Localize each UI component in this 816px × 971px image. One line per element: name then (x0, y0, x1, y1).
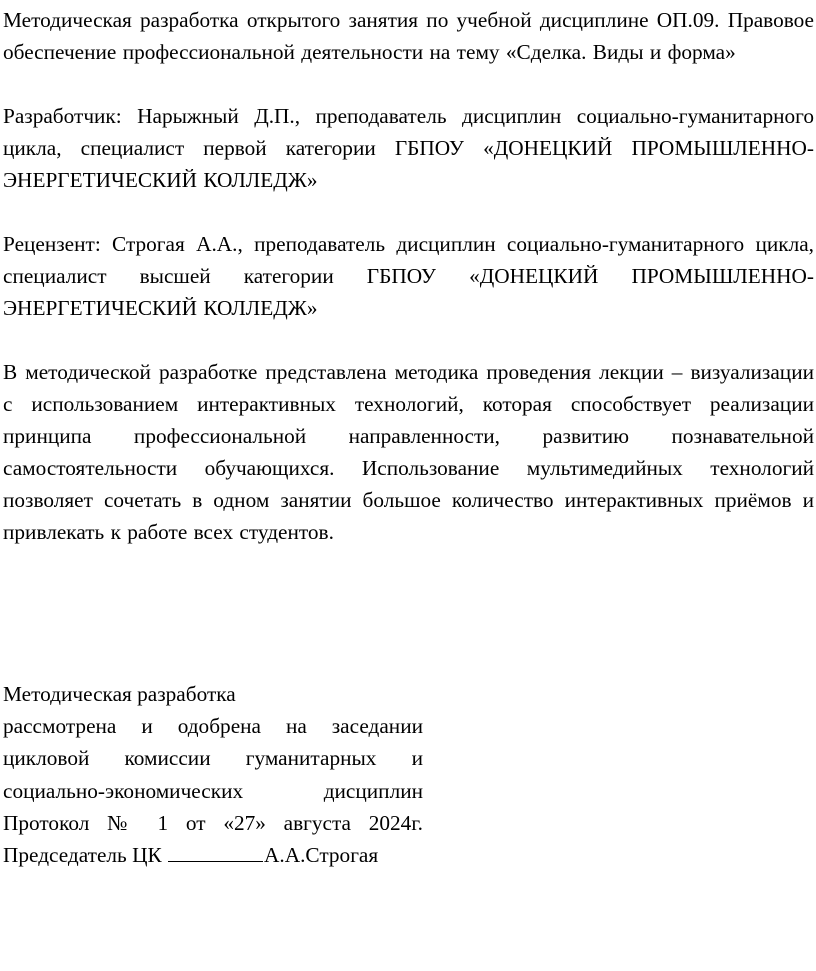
title-paragraph: Методическая разработка открытого занятия по учебной дисциплине ОП.09. Правовое обеспечение профессиональной деятельности на тему «Сделка. Виды и форма» (3, 8, 814, 64)
signature-prefix: Председатель ЦК (3, 843, 162, 868)
approval-block (3, 678, 423, 871)
spacer (3, 68, 814, 100)
spacer (3, 324, 814, 356)
description-paragraph: В методической разработке представлена методика проведения лекции – визуализации с использованием интерактивных технологий, которая способствует реализации принципа профессиональной направленности, развитию познавательной самостоятельности обучающихся. Использование мультимедийных технологий позволяет сочетать в одном занятии большое количество интерактивных приёмов и привлекать к работе всех студентов. (3, 360, 814, 544)
spacer (3, 548, 814, 678)
approval-line: цикловой комиссии гуманитарных и (3, 746, 423, 771)
protocol-line: Протокол № 1 от «27» августа 2024г. (3, 810, 423, 835)
developer-paragraph: Разработчик: Нарыжный Д.П., преподаватель дисциплин социально-гуманитарного цикла, специалист первой категории ГБПОУ «ДОНЕЦКИЙ ПРОМЫШЛЕННО-ЭНЕРГЕТИЧЕСКИЙ КОЛЛЕДЖ» (3, 104, 814, 192)
approval-line: социально-экономических дисциплин (3, 778, 423, 803)
signature-name: А.А.Строгая (264, 843, 379, 868)
signature-blank (168, 841, 263, 862)
spacer (3, 196, 814, 228)
approval-line: Методическая разработка (3, 682, 236, 706)
approval-line: рассмотрена и одобрена на заседании (3, 714, 423, 739)
reviewer-paragraph: Рецензент: Строгая А.А., преподаватель дисциплин социально-гуманитарного цикла, специалист высшей категории ГБПОУ «ДОНЕЦКИЙ ПРОМЫШЛЕННО-ЭНЕРГЕТИЧЕСКИЙ КОЛЛЕДЖ» (3, 232, 814, 320)
signature-line (3, 839, 423, 871)
